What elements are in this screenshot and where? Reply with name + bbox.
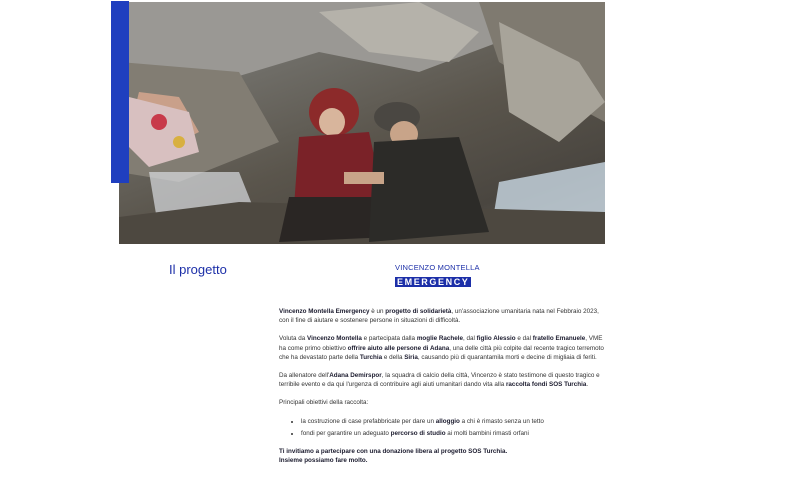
text: e partecipata dalla (361, 335, 417, 343)
text: Da allenatore dell' (279, 372, 330, 380)
section-title: Il progetto (169, 262, 227, 277)
text-bold: fratello Emanuele (532, 335, 586, 343)
text-bold: alloggio (435, 417, 460, 425)
logo (395, 263, 491, 287)
text: a chi è rimasto senza un tetto (459, 417, 544, 425)
paragraph-intro (279, 307, 609, 325)
closing-call-to-action (279, 447, 609, 465)
text-bold: percorso di studio (390, 429, 446, 437)
text-bold: progetto di solidarietà (385, 308, 452, 315)
text-bold: Turchia (359, 353, 383, 361)
project-description (279, 307, 609, 465)
text: , la squadra di calcio della città, Vincenzo è stato testimone di questo tragico e terribile evento e da qui l'urgenza di contribuire agli aiuti umanitari dando vita alla (279, 372, 600, 389)
text-bold: offrire aiuto alle persone di Adana (347, 344, 450, 352)
list-item (301, 429, 609, 438)
text: , una delle città più colpite dal recente tragico terremoto che ha devastato parte della (279, 344, 604, 361)
text: . (586, 381, 589, 389)
text: Voluta da (279, 335, 308, 343)
list-item (301, 417, 609, 426)
text: e della (382, 353, 405, 361)
text: , un'associazione umanitaria nata nel Febbraio 2023, con il fine di aiutare e sostenere persone in situazioni di difficoltà. (279, 308, 599, 325)
text: la costruzione di case prefabbricate per dare un (301, 417, 436, 425)
accent-bar (111, 1, 129, 183)
closing-line2: Insieme possiamo fare molto. (279, 457, 368, 465)
paragraph-coach (279, 371, 609, 389)
logo-line2: EMERGENCY (397, 277, 470, 287)
text-bold: raccolta fondi SOS Turchia (505, 381, 587, 389)
text-bold: Siria (404, 353, 418, 361)
text: e dal (515, 335, 533, 343)
objectives-list (279, 417, 609, 438)
text-bold: figlio Alessio (476, 335, 516, 343)
paragraph-objectives-intro: Principali obiettivi della raccolta: (279, 399, 369, 407)
paragraph-founders (279, 334, 609, 362)
text: , causando più di quarantamila morti e decine di migliaia di feriti. (417, 353, 597, 361)
text-bold: Adana Demirspor (329, 372, 382, 380)
text: ai molti bambini rimasti orfani (445, 429, 529, 437)
text: fondi per garantire un adeguato (301, 429, 391, 437)
logo-line1: VINCENZO MONTELLA (395, 263, 480, 272)
hero-image (119, 2, 605, 244)
text-bold: Vincenzo Montella (307, 335, 362, 343)
earthquake-rubble-photo-icon (119, 2, 605, 244)
text: , VME ha come primo obiettivo (279, 335, 603, 352)
text: è un (369, 308, 386, 315)
text-bold: moglie Rachele (416, 335, 464, 343)
text: , dal (463, 335, 477, 343)
closing-line1: Ti invitiamo a partecipare con una donazione libera al progetto SOS Turchia. (279, 448, 508, 456)
text-bold: Vincenzo Montella Emergency (279, 308, 370, 315)
